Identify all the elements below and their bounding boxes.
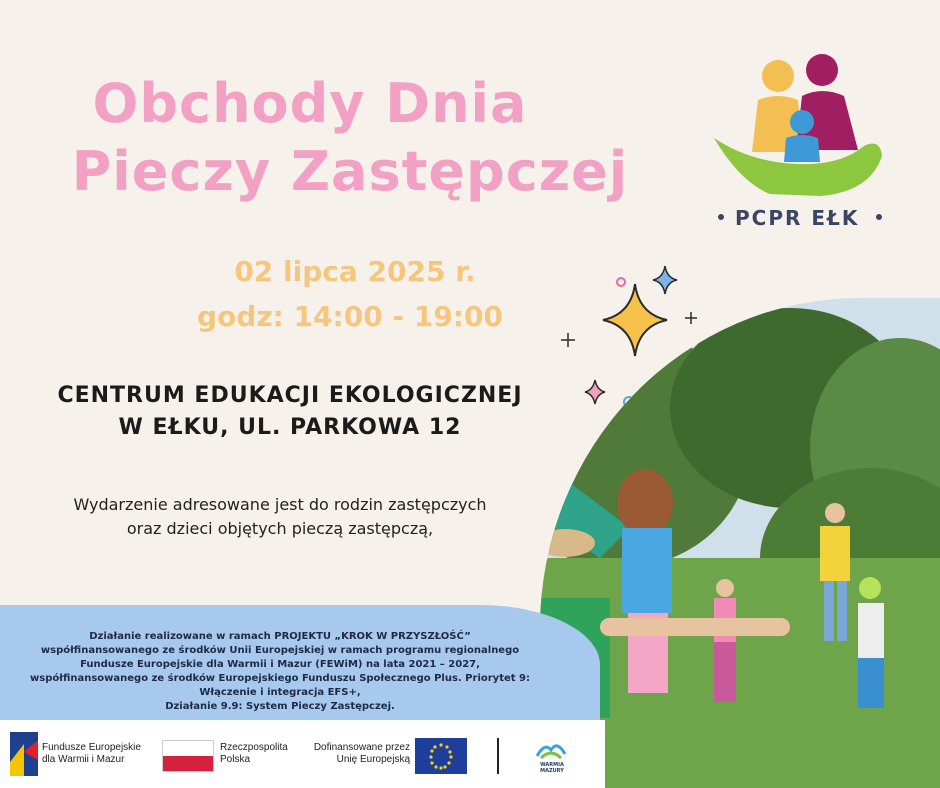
rp-logo-text — [220, 742, 288, 766]
legal-line-3: Fundusze Europejskie dla Warmii i Mazur (FEWiM) na lata 2021 – 2027, — [80, 659, 480, 670]
fe-line-2: dla Warmii i Mazur — [42, 754, 125, 765]
venue-line-1: CENTRUM EDUKACJI EKOLOGICZNEJ — [57, 383, 523, 408]
pcpr-family-logo-icon — [710, 52, 890, 212]
description-line-2: oraz dzieci objętych pieczą zastępczą, — [126, 519, 434, 538]
eu-line-2: Unię Europejską — [336, 754, 410, 765]
eu-line-1: Dofinansowane przez — [313, 742, 410, 753]
event-date: 02 lipca 2025 r. — [234, 255, 476, 288]
legal-text — [20, 630, 540, 714]
dot-icon — [718, 214, 724, 220]
fundusze-europejskie-logo-icon — [10, 732, 38, 776]
eu-flag-icon — [415, 738, 467, 774]
rp-line-2: Polska — [220, 754, 251, 765]
legal-line-5: Włączenie i integracja EFS+, — [199, 687, 361, 698]
wm-logo-text — [532, 762, 572, 774]
pcpr-logo-text: PCPR EŁK — [735, 206, 860, 230]
legal-line-1: Działanie realizowane w ramach PROJEKTU „KROK W PRZYSZŁOŚĆ” — [89, 631, 471, 642]
fe-logo-text — [42, 742, 141, 766]
legal-line-2: współfinansowanego ze środków Unii Europejskiej w ramach programu regionalnego — [40, 645, 520, 656]
venue-line-2: W EŁKU, UL. PARKOWA 12 — [118, 415, 462, 440]
logo-divider — [497, 738, 499, 774]
eu-logo-text — [310, 742, 410, 766]
fe-line-1: Fundusze Europejskie — [42, 742, 141, 753]
event-time: godz: 14:00 - 19:00 — [197, 300, 503, 333]
title-line-1: Obchody Dnia — [92, 72, 528, 135]
polish-flag-icon — [162, 740, 214, 772]
warmia-mazury-logo-icon — [535, 736, 567, 760]
wm-line-2: MAZURY — [540, 768, 564, 774]
dot-icon — [876, 214, 882, 220]
legal-line-6: Działanie 9.9: System Pieczy Zastępczej. — [165, 701, 395, 712]
description-line-1: Wydarzenie adresowane jest do rodzin zastępczych — [73, 495, 487, 514]
legal-line-4: współfinansowanego ze środków Europejskiego Funduszu Społecznego Plus. Priorytet 9: — [30, 673, 530, 684]
title-line-2: Pieczy Zastępczej — [71, 140, 629, 203]
wm-line-1: WARMIA — [540, 762, 564, 768]
rp-line-1: Rzeczpospolita — [220, 742, 288, 753]
